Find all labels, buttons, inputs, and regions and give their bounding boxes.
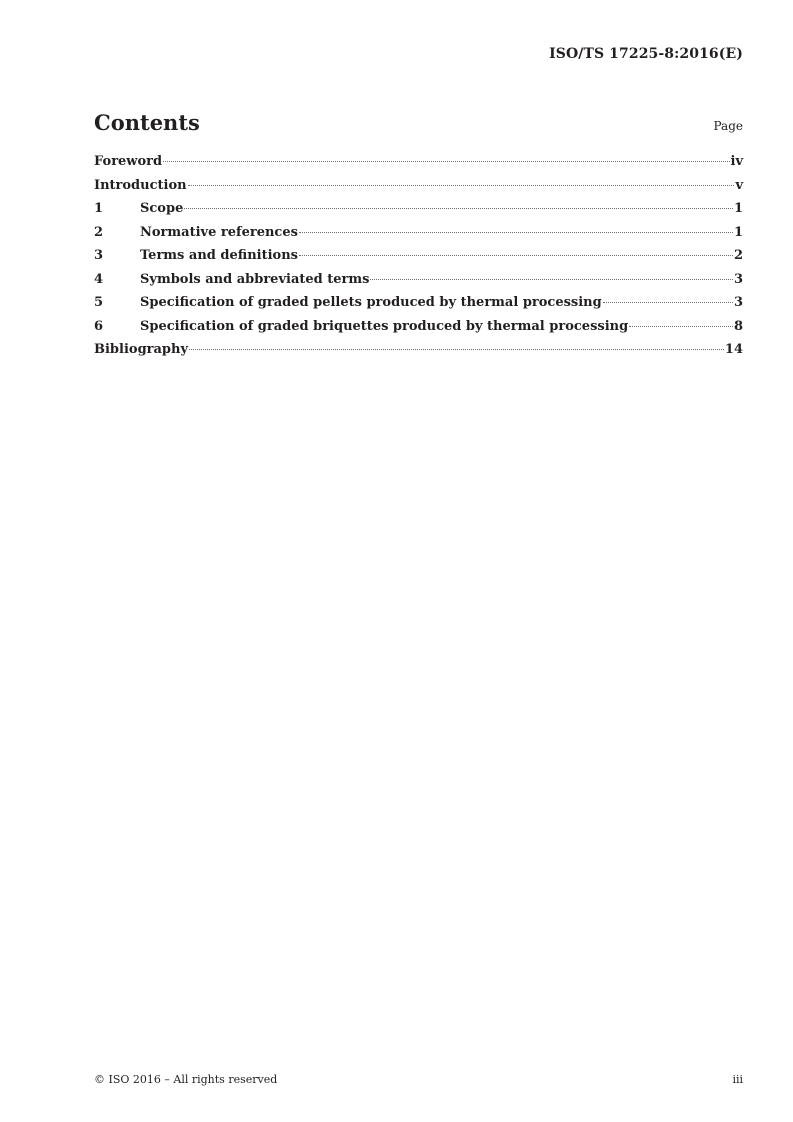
toc-entry-page: 2 <box>733 248 743 263</box>
toc-leader-dots <box>189 349 724 350</box>
toc-entry-title[interactable]: Bibliography <box>94 342 189 357</box>
contents-header <box>94 110 743 135</box>
copyright-notice: © ISO 2016 – All rights reserved <box>94 1073 278 1086</box>
toc-entry-graded-pellets[interactable] <box>94 295 743 319</box>
toc-leader-dots <box>299 255 733 256</box>
toc-leader-dots <box>299 232 733 233</box>
toc-entry-normative-references[interactable] <box>94 225 743 249</box>
toc-entry-page: iv <box>730 154 743 169</box>
contents-title: Contents <box>94 110 200 135</box>
toc-entry-number: 5 <box>94 295 104 310</box>
toc-entry-title[interactable]: Introduction <box>94 177 187 193</box>
toc-entry-graded-briquettes[interactable] <box>94 319 743 343</box>
toc-entry-introduction[interactable] <box>94 178 743 202</box>
toc-leader-dots <box>603 302 733 303</box>
page-number: iii <box>732 1073 743 1086</box>
toc-entry-title[interactable]: Symbols and abbreviated terms <box>140 271 370 287</box>
toc-entry-page: v <box>735 177 743 193</box>
toc-entry-bibliography[interactable] <box>94 342 743 366</box>
page-footer <box>94 1073 743 1086</box>
document-id: ISO/TS 17225-8:2016(E) <box>549 46 743 62</box>
toc-entry-number: 3 <box>94 248 104 263</box>
toc-entry-title[interactable]: Foreword <box>94 154 163 169</box>
toc-entry-page: 3 <box>733 295 743 310</box>
table-of-contents <box>94 154 743 366</box>
toc-entry-title[interactable]: Normative references <box>140 224 298 240</box>
toc-leader-dots <box>629 326 733 327</box>
toc-leader-dots <box>188 185 735 186</box>
toc-entry-scope[interactable] <box>94 201 743 225</box>
page-column-label: Page <box>713 119 743 133</box>
toc-entry-number: 4 <box>94 271 104 287</box>
toc-entry-page: 8 <box>733 318 743 334</box>
toc-leader-dots <box>163 161 729 162</box>
toc-entry-number: 6 <box>94 318 104 334</box>
toc-entry-title[interactable]: Specification of graded briquettes produced by thermal processing <box>140 318 629 334</box>
toc-entry-symbols-and-abbreviated-terms[interactable] <box>94 272 743 296</box>
toc-entry-foreword[interactable] <box>94 154 743 178</box>
toc-entry-page: 14 <box>724 342 743 357</box>
toc-entry-terms-and-definitions[interactable] <box>94 248 743 272</box>
toc-entry-title[interactable]: Terms and definitions <box>140 248 298 263</box>
toc-entry-page: 1 <box>733 201 743 216</box>
toc-leader-dots <box>184 208 733 209</box>
toc-entry-title[interactable]: Specification of graded pellets produced by thermal processing <box>140 295 602 310</box>
toc-entry-page: 1 <box>733 224 743 240</box>
toc-entry-title[interactable]: Scope <box>140 201 184 216</box>
toc-entry-page: 3 <box>733 271 743 287</box>
toc-entry-number: 2 <box>94 224 104 240</box>
toc-leader-dots <box>370 279 732 280</box>
toc-entry-number: 1 <box>94 201 104 216</box>
